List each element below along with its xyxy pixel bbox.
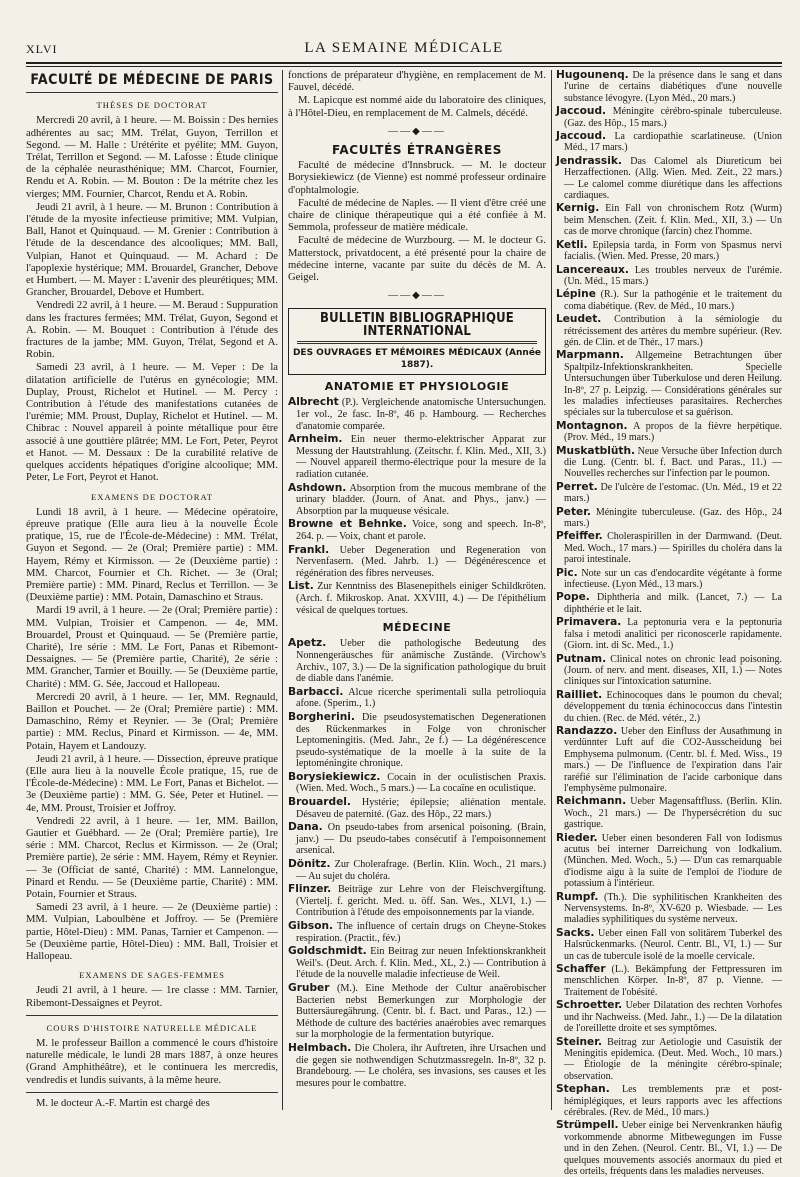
bibliography-entry — [556, 726, 782, 794]
entry-text: Die Cholera, ihr Auftreten, ihre Ursachen und die gegen sie nothwendigen Schutzmassregeln. In-8º, 32 p. Brandebourg. — Le choléra, ses invasions, ses causes et les mesures pour le combattre. — [296, 1042, 546, 1089]
entry-text: The influence of certain drugs on Cheyne-Stokes respiration. (Practit., fév.) — [296, 921, 546, 944]
foreign-faculties-heading: FACULTÉS ÉTRANGÈRES — [331, 143, 502, 158]
entry-author: Browne et Behnke. — [288, 518, 407, 531]
entry-author: Schroetter. — [556, 999, 623, 1012]
section-rule — [26, 1015, 278, 1016]
entry-author: Albrecht — [288, 396, 339, 409]
entry-author: Dana. — [288, 821, 323, 834]
header-rule-thin — [26, 66, 782, 67]
column-3 — [556, 69, 782, 1177]
entry-text: Ueber den Einfluss der Ausathmung in verdünnter Luft auf die CO2-Ausscheidung bei Emphysema pulmonum. (Centr. bl. f. Med. Wiss., 19 mars.) — De l'influence de l'expiration dans l'air raréfié sur l'élimination de l'acide carbonique dans l'emphysème pulmonaire. — [564, 725, 782, 794]
entry-text: Méningite tuberculeuse. (Gaz. des Hôp., 24 mars.) — [564, 506, 782, 530]
bibliography-entry — [556, 1000, 782, 1034]
entry-author: Peter. — [556, 505, 591, 518]
histoire-paragraph: M. le professeur Baillon a commencé le cours d'histoire naturelle médicale, le lundi 28 mars 1887, à onze heures (Grand Amphithéâtre), et le continuera les mercredis, vendredis et lundis suivants, à la même heure. — [26, 1038, 278, 1086]
entry-author: Marpmann. — [556, 349, 624, 362]
entry-text: Voice, song and speech. In-8º, 264. p. — Voix, chant et parole. — [296, 519, 546, 542]
bibliography-entry — [556, 690, 782, 724]
anatomy-heading: ANATOMIE ET PHYSIOLOGIE — [324, 380, 510, 394]
bibliography-entry — [556, 833, 782, 890]
bibliography-entry — [288, 1043, 546, 1089]
running-header — [26, 38, 782, 60]
bibliography-entry — [556, 265, 782, 288]
bibliography-entry — [556, 617, 782, 651]
entry-text: Alcue ricerche sperimentali sulla petrolioquia afone. (Sperim., 1.) — [296, 686, 546, 710]
entry-text: Ueber Dilatation des rechten Vorhofes und ihr Nachweiss. (Med. Jahr., 1.) — De la dilatation de l'oreillette droite et ses symptômes. — [564, 1000, 782, 1035]
theses-paragraph: Jeudi 21 avril, à 1 heure. — M. Brunon : Contribution à l'étude de la myosite infectieuse primitive; MM. Vulpian, Ball, Hanot et Quinquaud. — M. Grenier : Contribution à l'étude de la descendance des alcooliques; MM. Ball, Vulpian, Hanot et Quinquaud. — M. Achard : De l'apoplexie hystérique; MM. Brouardel, Grancher, Debove et Humbert. — M. Mayer : L'avenir des pleurétiques; MM. Grancher, Brouardel, Debove et Humbert. — [26, 201, 278, 299]
entry-text: La cardiopathie scarlatineuse. (Union Méd., 17 mars.) — [564, 131, 782, 154]
bibliography-entry — [288, 397, 546, 432]
bibliography-entry — [288, 983, 546, 1041]
entry-text: Ueber einen Fall von solitärem Tuberkel des Halsrückenmarks. (Neurol. Centr. Bl., VI, 1.) — Sur un cas de tubercule isolé de la moelle cervicale. — [564, 927, 782, 962]
entry-text: (Th.). Die syphilitischen Krankheiten des Nervensystems. In-8º, XV-620 p. Wiesbade. — Les maladies syphilitiques du système nerveux. — [564, 891, 782, 926]
bibliography-entry — [288, 884, 546, 919]
entry-author: Randazzo. — [556, 724, 618, 737]
bibliography-entry — [556, 70, 782, 104]
page-number: XLVI — [26, 42, 58, 56]
bibliography-entry — [288, 581, 546, 616]
entry-text: Ueber die pathologische Bedeutung des Nonnengeräusches für anämische Zustände. (Virchow's Archiv., 107, 3.) — De la signification pathologique du bruit de diable dans l'anémie. — [296, 638, 546, 685]
entry-author: Sacks. — [556, 926, 595, 939]
ornament-divider: ——◆—— — [388, 125, 446, 137]
entry-text: Epilepsia tarda, in Form von Spasmus nervi facialis. (Wien. Med. Presse, 20 mars.) — [564, 239, 782, 263]
entry-author: Kernig. — [556, 202, 600, 215]
bibliography-entry — [288, 638, 546, 684]
header-rule — [26, 62, 782, 64]
entry-author: Rumpf. — [556, 890, 599, 903]
bulletin-title: BULLETIN BIBLIOGRAPHIQUE INTERNATIONAL — [320, 311, 514, 339]
bibliography-entry — [556, 350, 782, 418]
sages-femmes-paragraph: Jeudi 21 avril, à 1 heure. — 1re classe : MM. Tarnier, Ribemont-Dessaignes et Peyrot. — [26, 985, 278, 1009]
continuation-paragraph: fonctions de préparateur d'hygiène, en remplacement de M. Fauvel, décédé. — [288, 70, 546, 94]
entry-text: Clinical notes on chronic lead poisoning. (Journ. of nerv. and ment. diseases, XII, 1.) — Notes cliniques sur l'intoxication saturnine. — [564, 653, 782, 688]
entry-author: Pope. — [556, 591, 590, 604]
anatomy-entries — [288, 397, 546, 616]
entry-text: Ueber Magensaftfluss. (Berlin. Klin. Woch., 21 mars.) — De l'hypersécrétion du suc gastrique. — [564, 796, 782, 831]
entry-author: Borysiekiewicz. — [288, 770, 381, 783]
column-2 — [288, 70, 546, 1110]
faculty-heading: FACULTÉ DE MÉDECINE DE PARIS — [30, 72, 274, 88]
bibliography-entry — [556, 289, 782, 312]
entry-author: Brouardel. — [288, 796, 351, 809]
entry-text: On pseudo-tabes from arsenical poisoning. (Brain, janv.) — Du pseudo-tabes consécutif à l'empoisonnement arsenical. — [296, 822, 546, 857]
entry-text: Die pseudosystematischen Degenerationen des Rückenmarkes in Folge von chronischer Leptomeningitis. (Med. Jahr., 2e f.) — La dégénérescence pseudo-systématique de la moelle à la suite de la leptoméningite chronique. — [296, 711, 546, 770]
entry-author: Putnam. — [556, 652, 607, 665]
entry-author: Gibson. — [288, 920, 334, 933]
foreign-paragraph: Faculté de médecine d'Innsbruck. — M. le docteur Borysiekiewicz (de Vienne) est nommé professeur ordinaire d'ophtalmologie. — [288, 160, 546, 196]
bibliography-entry — [288, 772, 546, 795]
bibliography-entry — [556, 1120, 782, 1177]
exams-paragraph: Jeudi 21 avril, à 1 heure. — Dissection, épreuve pratique (Elle aura lieu à la nouvelle École pratique, 15, rue de l'École-de-Médecine) : MM. Le Fort, Panas et Bichelot. — 3e (Deuxième partie) : MM. G. Sée, Peter et Hutinel. — 4e, MM. Proust, Troisier et Joffroy. — [26, 753, 278, 814]
entry-text: Les troubles nerveux de l'urémie. (Un. Méd., 15 mars.) — [564, 264, 782, 287]
theses-paragraph: Mercredi 20 avril, à 1 heure. — M. Boissin : Des hernies adhérentes au sac; MM. Trélat, Guyon, Terrillon et Segond. — M. Halle : Urétérite et pyélite; MM. Guyon, Trélat, Terrillon et Segond. — M. Lafosse : Étude clinique de la céphalée neurasthénique; MM. Charcot, Fournier, Rendu et A. Robin. — M. Bouton : De la métrite chez les vierges; MM. Fournier, Charcot, Rendu et A. Robin. — [26, 115, 278, 200]
bibliography-entry — [288, 797, 546, 820]
foreign-paragraph: Faculté de médecine de Naples. — Il vient d'être créé une chaire de clinique thérapeutique qui a été confiée à M. Semmola, professeur de matière médicale. — [288, 197, 546, 234]
entry-text: Zur Kenntniss des Blasenepithels einiger Schildkröten. (Arch. f. Mikroskop. Anat. XXVIII, 4.) — De l'épithélium vésical de quelques tortues. — [296, 581, 546, 616]
martin-paragraph: M. le docteur A.-F. Martin est chargé des — [36, 1097, 210, 1109]
exams-paragraph: Samedi 23 avril, à 1 heure. — 2e (Deuxième partie) : MM. Vulpian, Laboulbène et Joffroy. — 5e (Première partie, Hôtel-Dieu) : MM. Panas, Tarnier et Campenon. — 5e (Deuxième partie, Hôtel-Dieu) : MM. Ball, Troisier et Hallopeau. — [26, 902, 278, 963]
entry-text: Ein Fall von chronischem Rotz (Wurm) beim Menschen. (Zeit. f. Klin. Med., XII, 3.) — Un cas de morve chronique (farcin) chez l'homme. — [564, 203, 782, 238]
entry-text: Les tremblements præ et post-hémiplégiques, et leurs rapports avec les affections cérébrales. (Rev. de Méd., 10 mars.) — [564, 1084, 782, 1118]
bulletin-subtitle: DES OUVRAGES ET MÉMOIRES MÉDICAUX (Année 1887). — [292, 347, 542, 371]
exams-paragraph: Lundi 18 avril, à 1 heure. — Médecine opératoire, épreuve pratique (Elle aura lieu à la nouvelle École pratique, 15, rue de l'École-de-Médecine) : MM. Trélat, Guyon et Segond. — 2e (Oral; Première partie) : MM. Hayem, Rémy et Kirmisson. — 2e (Deuxième partie) : MM. Charcot, Fournier et Ch. Richet. — 3e (Oral; Première partie) : MM. Pinard, Reclus et Terrillon. — 3e (Deuxième partie) : MM. Potain, Damaschino et Straus. — [26, 506, 278, 604]
bibliography-entry — [556, 531, 782, 565]
section-rule — [26, 92, 278, 93]
bibliography-entry — [556, 446, 782, 480]
entry-text: (P.). Vergleichende anatomische Untersuchungen. 1er vol., 2e fasc. In-8º, 46 p. Hambourg. — Recherches d'anatomie comparée. — [296, 397, 546, 432]
bibliography-entry — [556, 240, 782, 263]
bibliography-entry — [556, 568, 782, 591]
column-divider — [282, 70, 283, 1110]
entry-text: (L.). Bekämpfung der Fettpressuren im menschlichen Körper. In-8º, 87 p. Vienne. — Traitement de l'obésité. — [564, 964, 782, 998]
entry-text: Beiträge zur Lehre von der Fleischvergiftung. (Viertelj. f. gericht. Med. u. öff. San. Wes., XLVI, 1.) — Contribution à l'étude des empoisonnements par la viande. — [296, 884, 546, 919]
entry-text: Echinocoques dans le poumon du cheval; développement du tœnia échinococcus dans l'intestin du chien. (Rec. de Méd. vétér., 2.) — [564, 689, 782, 724]
entry-author: Steiner. — [556, 1035, 602, 1048]
bibliography-entry — [556, 106, 782, 129]
bibliography-entry — [556, 892, 782, 926]
entry-text: Choleraspirillen in der Darmwand. (Deut. Med. Woch., 17 mars.) — Spirilles du choléra dans la paroi intestinale. — [564, 531, 782, 566]
entry-author: Hugounenq. — [556, 69, 629, 81]
entry-text: Ein neuer thermo-elektrischer Apparat zur Messung der Hautstrahlung. (Zeitschr. f. Klin. Med., XII, 3.) — Nouvel appareil thermo-électrique pour la mesure de la radiation cutanée. — [296, 434, 546, 481]
entry-text: Das Calomel als Diureticum bei Herzaffectionen. (Allg. Wien. Med. Zeit., 22 mars.) — Le calomel comme diurétique dans les affections cardiaques. — [564, 155, 782, 202]
ornament-divider: ——◆—— — [388, 290, 446, 302]
entry-author: Stephan. — [556, 1083, 610, 1096]
entry-text: Méningite cérébro-spinale tuberculeuse. (Gaz. des Hôp., 15 mars.) — [564, 106, 782, 129]
entry-author: Montagnon. — [556, 419, 628, 432]
theses-paragraph: Vendredi 22 avril, à 1 heure. — M. Beraud : Suppuration dans les fractures fermées; MM. Trélat, Guyon, Segond et A. Robin. — M. Bouquet : Contribution à l'étude des fractures de la jambe; MM. Guyon, Trélat, Segond et A. Robin. — [26, 300, 278, 361]
entry-text: Ueber Degeneration und Regeneration von Nervenfasern. (Med. Jahrb. 1.) — Dégénérescence et régénération des fibres nerveuses. — [296, 544, 546, 579]
entry-text: Allgemeine Betrachtungen über Spaltpilz-Infektionskrankheiten. Specielle Untersuchungen über Tuberkulose und deren Heilung. In-8º, 27 p. Leipzig. — Considérations générales sur les maladies infectieuses parasitaires. Recherches spéciales sur la tuberculose et sa guérison. — [564, 350, 782, 419]
entry-author: Ashdown. — [288, 481, 347, 494]
entry-author: Goldschmidt. — [288, 945, 367, 958]
entry-author: Borgherini. — [288, 710, 355, 723]
column-divider — [551, 70, 552, 1110]
bibliography-entry — [288, 545, 546, 580]
bibliography-entry — [556, 654, 782, 688]
bulletin-rule — [297, 341, 537, 344]
bibliography-entry — [288, 519, 546, 542]
entry-author: Gruber — [288, 981, 330, 994]
entry-author: List. — [288, 580, 314, 593]
theses-paragraph: Samedi 23 avril, à 1 heure. — M. Veper : De la dilatation artificielle de l'utérus en gynécologie; MM. Duplay, Proust, Richelot et Hutinel. — M. Percy : Contribution à l'étude des manifestations cutanées de l'urémie; MM. Proust, Duplay, Richelot et Hutinel. — M. Chibrac : Nouvel appareil à pointe métallique pour être associé à une gouttière plâtrée; MM. Le Fort, Peter, Peyrot et Hanot. — M. Dessaux : De la curabilité relative de quelques accidents hépatiques d'origine alcoolique; MM. Peter, Le Fort, Peyrot et Hanot. — [26, 362, 278, 484]
entry-text: Beitrag zur Aetiologie und Casuistik der Meningitis epidemica. (Deut. Med. Woch., 10 mars.) — Étiologie de la méningite cérébro-spinale; observation. — [564, 1036, 782, 1082]
entry-text: A propos de la fièvre herpétique. (Prov. Méd., 19 mars.) — [564, 420, 782, 444]
bibliography-entry — [556, 421, 782, 444]
entry-author: Frankl. — [288, 543, 330, 556]
entry-author: Jaccoud. — [556, 105, 607, 118]
entry-author: Jaccoud. — [556, 130, 607, 143]
entry-author: Leudet. — [556, 313, 602, 326]
entry-author: Strümpell. — [556, 1119, 619, 1132]
entry-text: Absorption from the mucous membrane of the urinary bladder. (Journ. of Anat. and Phys., janv.) — Absorption par la muqueuse vésicale. — [296, 482, 546, 517]
bulletin-box — [288, 308, 546, 375]
bibliography-entry — [288, 859, 546, 882]
entry-text: Ueber einen besonderen Fall von Iodismus acutus bei interner Darreichung von Iodkalium. (München. Med. Woch., 5.) — D'un cas remarquable d'iodisme aigu à la suite de l'emploi de l'iodure de potassium à l'intérieur. — [564, 832, 782, 890]
entry-text: Ueber einige bei Nervenkranken häufig vorkommende abnorme Mitbewegungen im Fusse und in den Zehen. (Neurol. Centr. Bl., VI, 1.) — De quelques mouvements associés anormaux du pied et des orteils, fréquents dans les maladies nerveuses. — [564, 1120, 782, 1177]
entry-text: Neue Versuche über Infection durch die Lung. (Centr. bl. f. Bact. und Paras., 11.) — Nouvelles recherches sur l'infection par le poumon. — [564, 445, 782, 480]
entry-text: Note sur un cas d'endocardite végétante à forme infectieuse. (Lyon Méd., 13 mars.) — [564, 567, 782, 591]
bibliography-entry — [556, 314, 782, 348]
bibliography-entry — [288, 712, 546, 770]
entry-text: Zur Cholerafrage. (Berlin. Klin. Woch., 21 mars.) — Au sujet du choléra. — [296, 859, 546, 882]
foreign-paragraph: Faculté de médecine de Wurzbourg. — M. le docteur G. Matterstock, privatdocent, a été présenté pour la chaire de médecine interne, vacante par suite du décès de M. A. Geigel. — [288, 235, 546, 284]
bibliography-entry — [556, 928, 782, 962]
entry-text: (R.). Sur la pathogénie et le traitement du coma diabétique. (Rev. de Méd., 10 mars.) — [564, 289, 782, 312]
bibliography-entry — [556, 507, 782, 530]
entry-text: Cocain in der oculistischen Praxis. (Wien. Med. Woch., 5 mars.) — La cocaïne en oculistique. — [296, 771, 546, 795]
entry-text: La peptonuria vera e la peptonuria falsa i metodi analitici per riconoscerle rapidamente. (Giorn. int. di Sc. Med., 1.) — [564, 617, 782, 652]
entry-author: Muskatblüth. — [556, 444, 636, 457]
entry-author: Reichmann. — [556, 795, 627, 808]
entry-author: Barbacci. — [288, 685, 344, 698]
entry-author: Lancereaux. — [556, 263, 629, 276]
bibliography-entry — [288, 687, 546, 710]
bibliography-entry — [556, 131, 782, 154]
bibliography-entry — [556, 592, 782, 615]
bibliography-entry — [288, 822, 546, 857]
entry-author: Ketli. — [556, 238, 588, 251]
histoire-heading: COURS D'HISTOIRE NATURELLE MÉDICALE — [46, 1022, 258, 1033]
theses-heading: THÈSES DE DOCTORAT — [96, 100, 208, 111]
bibliography-entry — [288, 946, 546, 981]
bibliography-entry — [556, 156, 782, 202]
bibliography-entry — [556, 482, 782, 505]
medicine-heading: MÉDECINE — [382, 621, 452, 635]
exams-paragraph: Mardi 19 avril, à 1 heure. — 2e (Oral; Première partie) : MM. Vulpian, Troisier et Campenon. — 4e, MM. Brouardel, Proust et Quinquaud. — 5e (Première partie, Charité), 1re série : MM. Le Fort, Panas et Ribemont-Dessaignes. — 5e (Première partie, Charité), 2e série : MM. Grancher, Tarnier et Bouilly. — 5e (Deuxième partie, Charité) : MM. G. Sée, Jaccoud et Hallopeau. — [26, 605, 278, 690]
entry-author: Primavera. — [556, 616, 622, 629]
continuation-paragraph: M. Lapicque est nommé aide du laboratoire des cliniques, à l'Hôtel-Dieu, en remplacement de M. Calmels, décédé. — [288, 95, 546, 119]
journal-title: LA SEMAINE MÉDICALE — [304, 40, 504, 56]
bibliography-entry — [556, 964, 782, 998]
entry-text: De l'ulcère de l'estomac. (Un. Méd., 19 et 22 mars.) — [564, 481, 782, 505]
bibliography-entry — [288, 483, 546, 518]
entry-author: Apetz. — [288, 637, 327, 650]
entry-author: Lépine — [556, 288, 596, 301]
bibliography-entry — [556, 1084, 782, 1118]
entry-author: Pfeiffer. — [556, 530, 603, 543]
entry-author: Flinzer. — [288, 883, 332, 896]
entry-author: Rieder. — [556, 831, 598, 844]
entry-author: Arnheim. — [288, 433, 343, 446]
entry-author: Perret. — [556, 480, 598, 493]
bibliography-entry — [288, 434, 546, 480]
entry-text: Ein Beitrag zur neuen Infektionskrankheit Weil's. (Deut. Arch. f. Klin. Med., XL, 2.) — Contribution à l'étude de la nouvelle maladie infectieuse de Weil. — [296, 946, 546, 981]
entry-text: De la présence dans le sang et dans l'urine de certains diabétiques d'une nouvelle substance lévogyre. (Lyon Méd., 20 mars.) — [564, 70, 782, 104]
entry-author: Dönitz. — [288, 858, 331, 871]
bibliography-entry — [556, 1037, 782, 1083]
entry-text: Hystérie; épilepsie; aliénation mentale. Désaveu de paternité. (Gaz. des Hôp., 22 mars.) — [296, 797, 546, 820]
journal-page — [26, 0, 782, 1177]
column-1 — [26, 70, 278, 1110]
entry-text: Diphtheria and milk. (Lancet, 7.) — La diphthérie et le lait. — [564, 592, 782, 615]
entry-text: Contribution à la sémiologie du rétrécissement des artères du membre supérieur. (Rev. gén. de Clin. et de Thér., 17 mars.) — [564, 314, 782, 348]
bibliography-entry — [556, 796, 782, 830]
entry-author: Pic. — [556, 566, 578, 579]
exams-paragraph: Vendredi 22 avril, à 1 heure. — 1er, MM. Baillon, Gautier et Guébhard. — 2e (Oral; Première partie), 1re série : MM. Charcot, Reclus et Kirmisson. — 2e (Oral; Première partie), 2e série : MM. Hayem, Rémy et Reynier. — 3e (Officiat de santé, Charité) : MM. Lannelongue, Pinard et Rendu. — 5e (Deuxième partie, Charité) : MM. Potain, Fournier et Straus. — [26, 815, 278, 900]
exams-heading: EXAMENS DE DOCTORAT — [91, 491, 213, 502]
entry-author: Schaffer — [556, 963, 606, 976]
bibliography-entry — [556, 203, 782, 237]
exams-paragraph: Mercredi 20 avril, à 1 heure. — 1er, MM. Regnauld, Baillon et Pouchet. — 2e (Oral; Première partie) : MM. Damaschino, Rémy et Reynier. — 3e (Oral; Première partie) : MM. Reclus, Pinard et Kirmisson. — 4e, MM. Potain, Hayem et Landouzy. — [26, 691, 278, 752]
medicine-entries-continued — [556, 70, 782, 1177]
section-rule — [26, 1092, 278, 1093]
entry-author: Helmbach. — [288, 1041, 352, 1054]
entry-text: (M.). Eine Methode der Cultur anaërobischer Bacterien nebst Bemerkungen zur Morphologie der Buttersäuregährung. (Centr. bl. f. Bact. und Paras., 12.) — Méthode de culture des bactéries anaérobies avec remarques sur la morphologie de la fermentation butyrique. — [296, 982, 546, 1041]
medicine-entries — [288, 638, 546, 1089]
entry-author: Jendrassik. — [556, 154, 622, 167]
entry-author: Railliet. — [556, 688, 603, 701]
sages-femmes-heading: EXAMENS DE SAGES-FEMMES — [79, 970, 225, 981]
bibliography-entry — [288, 921, 546, 944]
